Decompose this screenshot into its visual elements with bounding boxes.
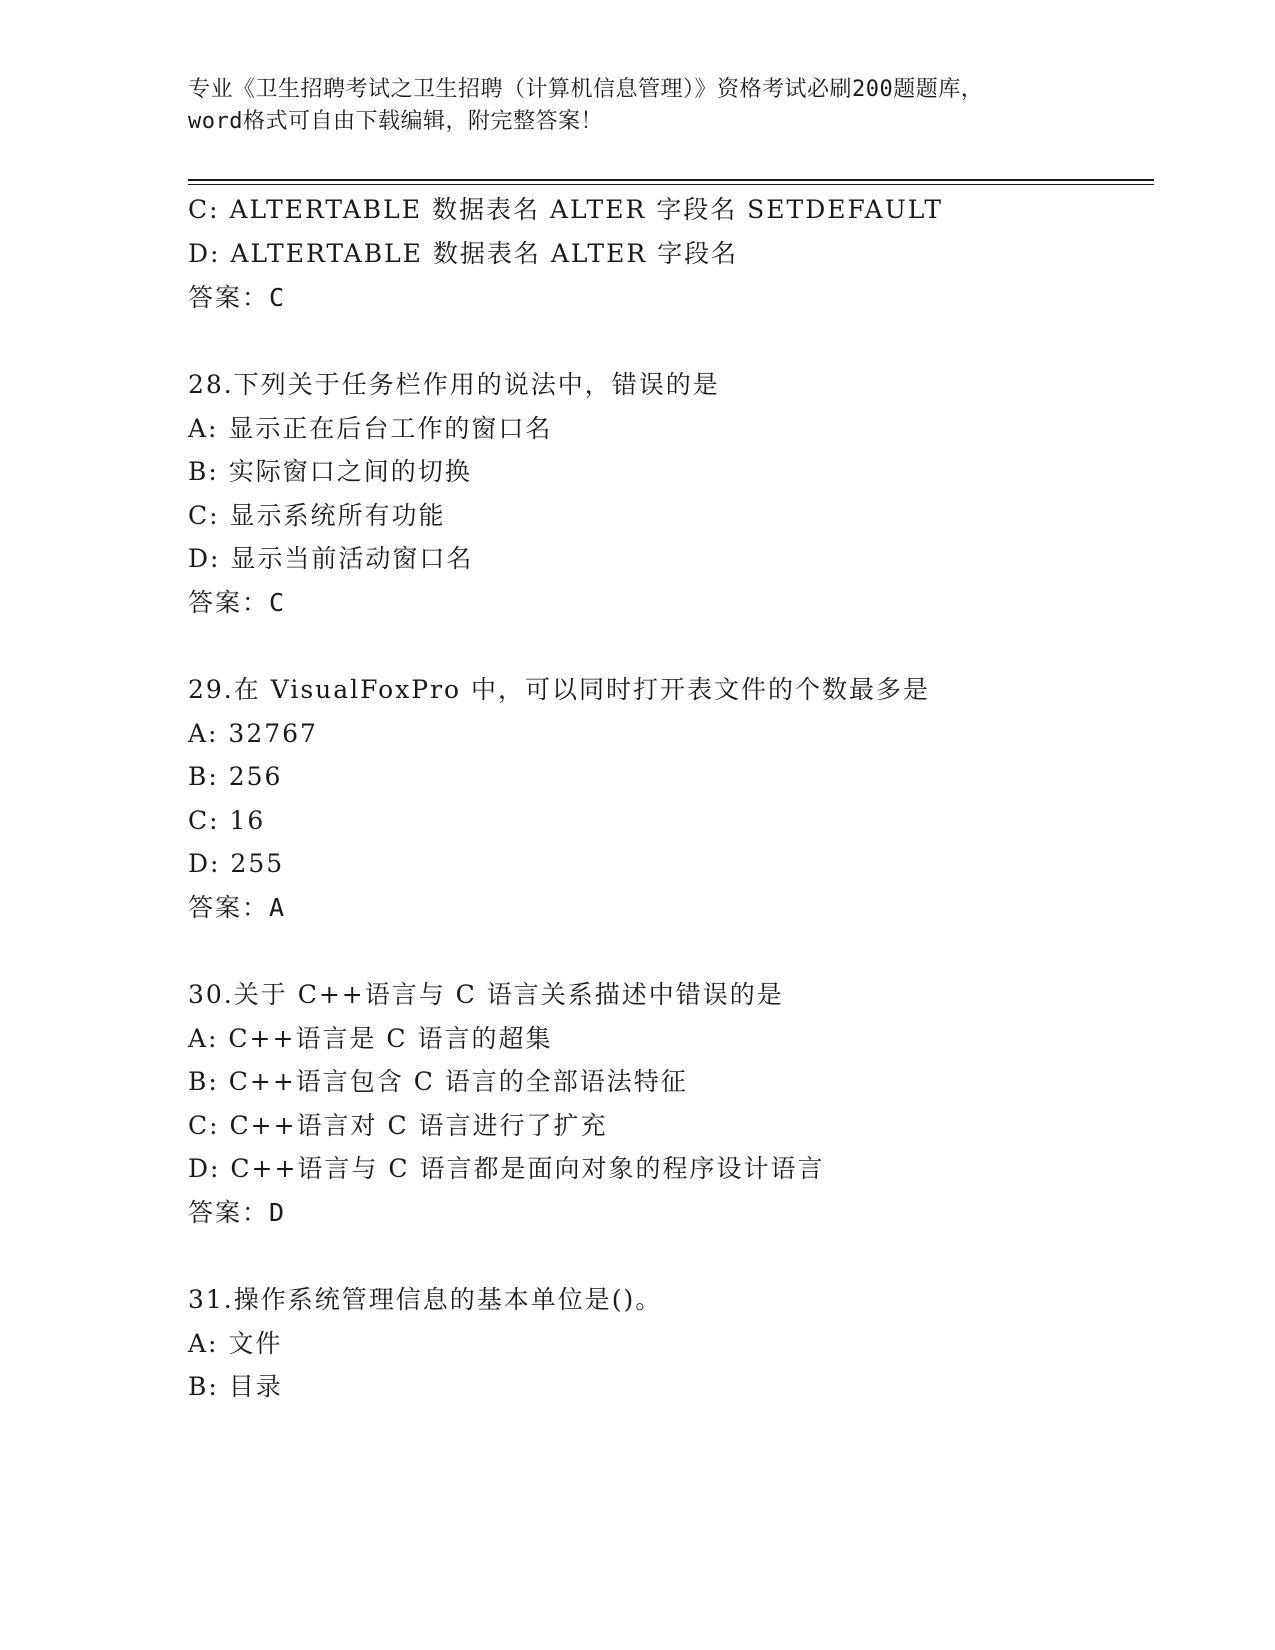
option-b: B: 256 [188,762,283,791]
header-divider-thin [188,184,1154,185]
answer-label: 答案：C [188,283,287,312]
option-c: C: C++语言对 C 语言进行了扩充 [188,1111,608,1140]
question-stem: 31.操作系统管理信息的基本单位是()。 [188,1285,663,1314]
header-title-line-1: 专业《卫生招聘考试之卫生招聘（计算机信息管理）》资格考试必刷200题题库， [188,77,984,102]
header-title-line-2: word格式可自由下载编辑，附完整答案！ [188,109,603,134]
option-d: D: 显示当前活动窗口名 [188,544,474,573]
option-c: C: 显示系统所有功能 [188,501,446,530]
header-divider-thick [188,179,1154,181]
answer-label: 答案：A [188,893,287,922]
option-a: A: 显示正在后台工作的窗口名 [188,414,553,443]
question-stem: 28.下列关于任务栏作用的说法中，错误的是 [188,370,720,399]
option-a: A: 文件 [188,1329,283,1358]
option-d: D: C++语言与 C 语言都是面向对象的程序设计语言 [188,1154,825,1183]
question-stem: 30.关于 C++语言与 C 语言关系描述中错误的是 [188,980,784,1009]
answer-label: 答案：D [188,1198,287,1227]
answer-label: 答案：C [188,588,287,617]
option-d: D: ALTERTABLE 数据表名 ALTER 字段名 [188,239,739,268]
option-b: B: 目录 [188,1372,283,1401]
option-b: B: 实际窗口之间的切换 [188,457,472,486]
option-b: B: C++语言包含 C 语言的全部语法特征 [188,1067,688,1096]
option-c: C: 16 [188,806,266,835]
option-a: A: C++语言是 C 语言的超集 [188,1024,553,1053]
option-a: A: 32767 [188,719,318,748]
question-stem: 29.在 VisualFoxPro 中，可以同时打开表文件的个数最多是 [188,675,931,704]
option-c: C: ALTERTABLE 数据表名 ALTER 字段名 SETDEFAULT [188,195,944,224]
document-header [188,74,1088,138]
option-d: D: 255 [188,849,285,878]
